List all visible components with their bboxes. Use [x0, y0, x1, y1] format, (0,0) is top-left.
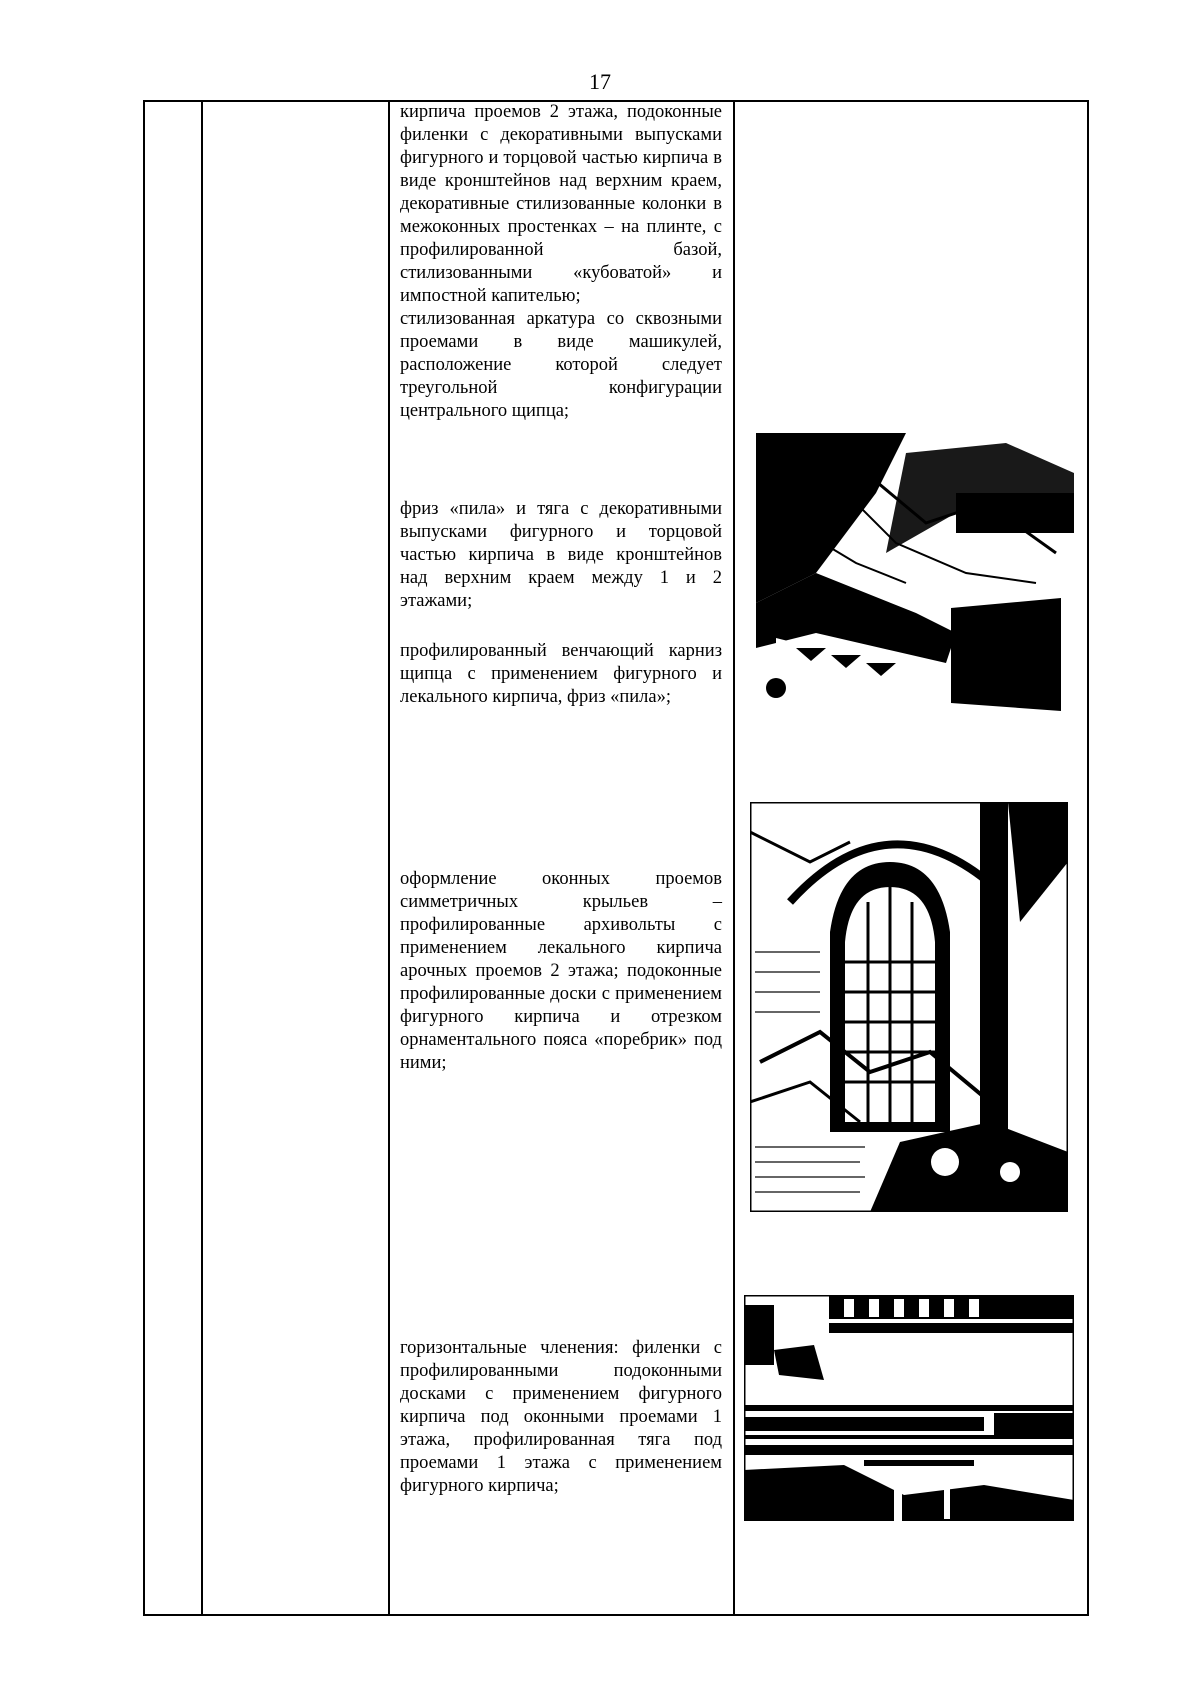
column-divider-2: [388, 102, 390, 1614]
photo-horizontal-divisions: [744, 1295, 1074, 1521]
description-block-3: [400, 640, 722, 709]
paragraph-window-openings: оформление оконных проемов симметричных крыльев – профилированные архивольты с применением лекального кирпича арочных проемов 2 этажа; подоконные профилированные доски с применением фигурного кирпича и отрезком орнаментального пояса «поребрик» под ними;: [400, 869, 722, 1073]
page-number: 17: [589, 69, 611, 94]
description-block-2: [400, 498, 722, 613]
description-block-1: [400, 101, 722, 423]
paragraph-horizontal-divisions: горизонтальные членения: филенки с профилированными подоконными досками с применением фигурного кирпича под оконными проемами 1 этажа, профилированная тяга под проемами 1 этажа с применением фигурного кирпича;: [400, 1338, 722, 1496]
description-block-4: [400, 868, 722, 1075]
column-divider-1: [201, 102, 203, 1614]
description-block-5: [400, 1337, 722, 1498]
photo-arched-window: [750, 802, 1068, 1212]
paragraph-frieze: фриз «пила» и тяга с декоративными выпусками фигурного и торцовой частью кирпича в виде кронштейнов над верхним краем между 1 и 2 этажами;: [400, 499, 722, 611]
paragraph-arcature: стилизованная аркатура со сквозными проемами в виде машикулей, расположение которой следует треугольной конфигурации центрального щипца;: [400, 309, 722, 421]
photo-cornice-frieze: [756, 433, 1074, 721]
column-divider-3: [733, 102, 735, 1614]
paragraph-window-decor: кирпича проемов 2 этажа, подоконные филенки с декоративными выпусками фигурного и торцовой частью кирпича в виде кронштейнов над верхним краем, декоративные стилизованные колонки в межоконных простенках – на плинте, с профилированной базой, стилизованными «кубоватой» и импостной капителью;: [400, 102, 722, 306]
paragraph-cornice: профилированный венчающий карниз щипца с применением фигурного и лекального кирпича, фриз «пила»;: [400, 641, 722, 707]
